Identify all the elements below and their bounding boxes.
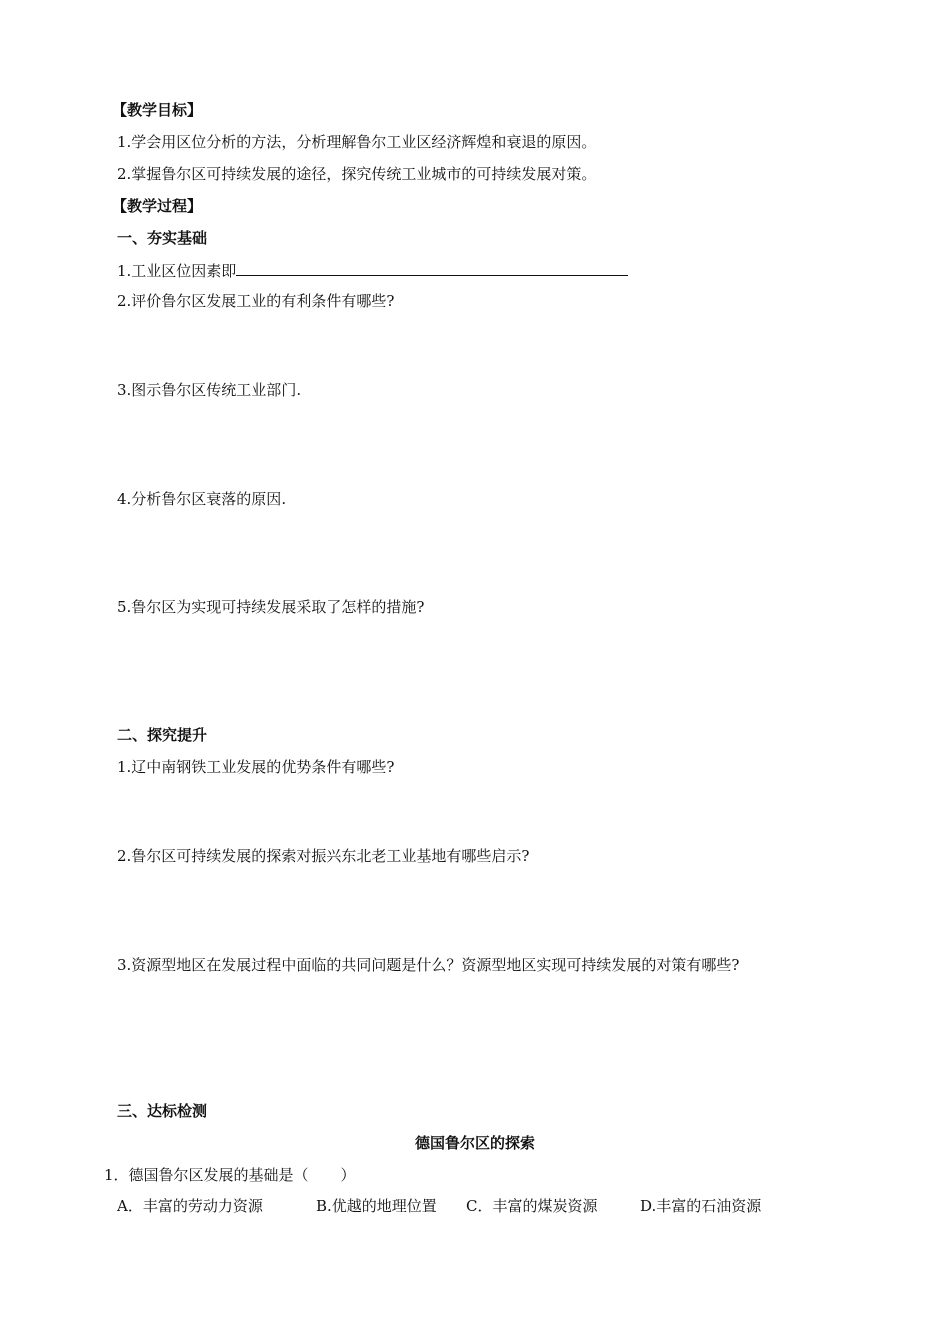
section1-heading: 一、夯实基础 — [117, 229, 208, 247]
section1-question-2: 2.评价鲁尔区发展工业的有利条件有哪些? — [117, 292, 395, 310]
answer-blank[interactable] — [236, 259, 628, 276]
section2-question-1: 1.辽中南钢铁工业发展的优势条件有哪些? — [117, 758, 395, 776]
goal-item-1: 1.学会用区位分析的方法，分析理解鲁尔工业区经济辉煌和衰退的原因。 — [117, 133, 597, 151]
section3-question-1-close: ） — [340, 1166, 356, 1184]
section3-question-1 — [104, 1165, 356, 1185]
section1-question-4: 4.分析鲁尔区衰落的原因. — [117, 490, 287, 508]
section1-question-5: 5.鲁尔区为实现可持续发展采取了怎样的措施? — [117, 598, 425, 616]
goals-heading: 【教学目标】 — [112, 101, 203, 119]
process-heading: 【教学过程】 — [112, 197, 203, 215]
section2-question-2: 2.鲁尔区可持续发展的探索对振兴东北老工业基地有哪些启示? — [117, 847, 530, 865]
section3-title: 德国鲁尔区的探索 — [414, 1134, 535, 1152]
section2-heading: 二、探究提升 — [117, 726, 208, 744]
section3-heading: 三、达标检测 — [117, 1102, 208, 1120]
option-c: C．丰富的煤炭资源 — [466, 1197, 598, 1215]
section1-question-1-text: 1.工业区位因素即 — [117, 262, 237, 280]
section3-question-1-stem: 1．德国鲁尔区发展的基础是（ — [104, 1166, 309, 1184]
option-d: D.丰富的石油资源 — [640, 1197, 762, 1215]
section2-question-3: 3.资源型地区在发展过程中面临的共同问题是什么？资源型地区实现可持续发展的对策有哪些? — [117, 956, 740, 974]
option-a: A．丰富的劳动力资源 — [117, 1197, 263, 1215]
goal-item-2: 2.掌握鲁尔区可持续发展的途径，探究传统工业城市的可持续发展对策。 — [117, 165, 597, 183]
section1-question-3: 3.图示鲁尔区传统工业部门. — [117, 381, 302, 399]
option-b: B.优越的地理位置 — [316, 1197, 437, 1215]
section1-question-1 — [117, 259, 628, 281]
